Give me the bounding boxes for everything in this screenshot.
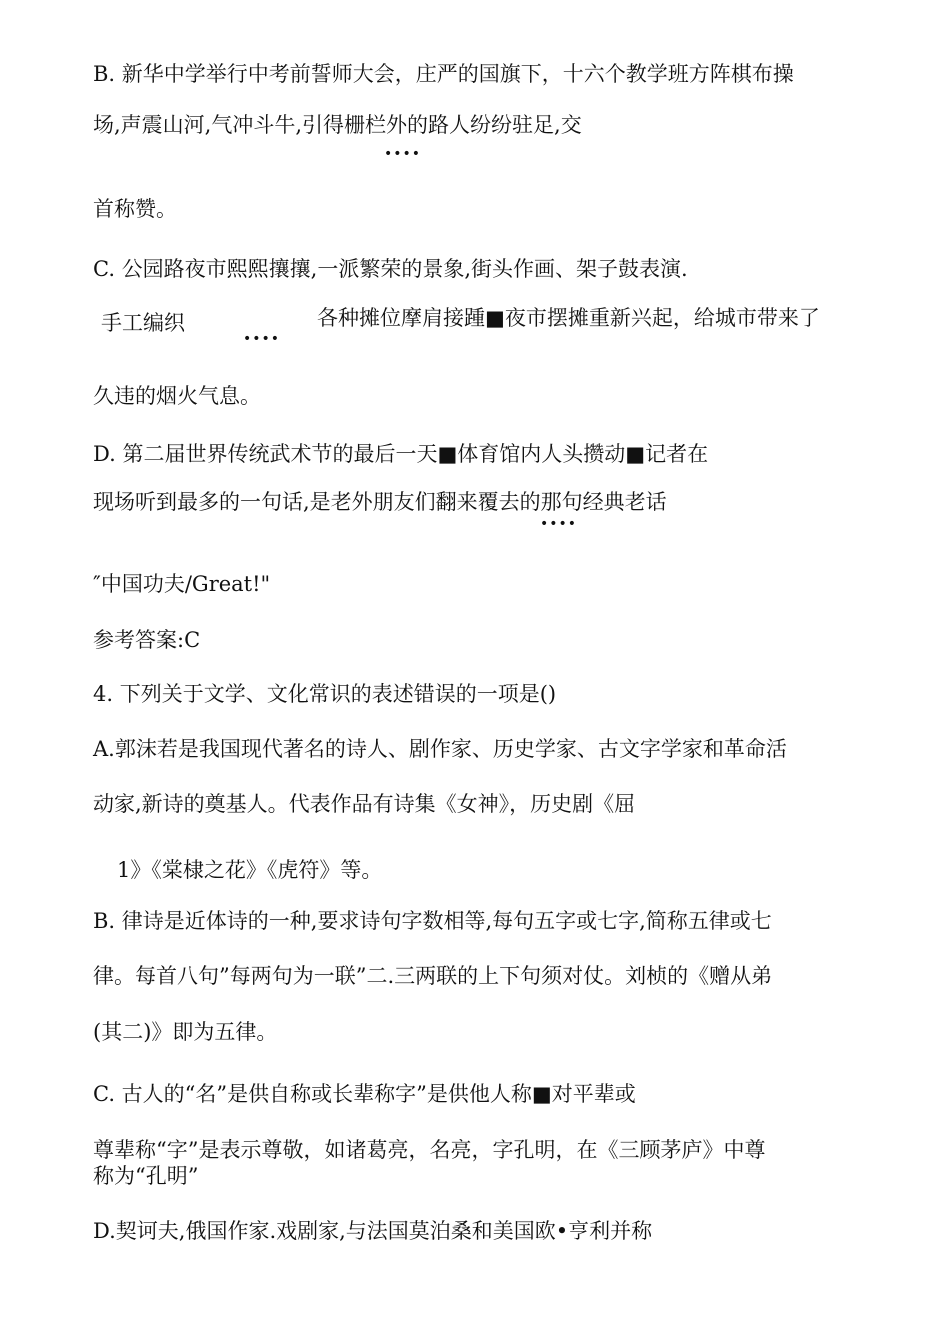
line-option-c-2b: 各种摊位摩肩接踵■夜市摆摊重新兴起，给城市带来了: [317, 306, 820, 330]
q4-option-b-1: B. 律诗是近体诗的一种,要求诗句字数相等,每句五字或七字,简称五律或七: [93, 909, 772, 933]
line-option-c-3: 久违的烟火气息。: [93, 384, 261, 408]
line-option-d-3: ″中国功夫/Great!": [93, 572, 271, 596]
q4-option-c-1: C. 古人的“名”是供自称或长辈称字”是供他人称■对平辈或: [93, 1082, 636, 1106]
emphasis-dots-1: ••••: [384, 146, 422, 162]
line-option-d-1: D. 第二届世界传统武术节的最后一天■体育馆内人头攒动■记者在: [93, 442, 709, 466]
q4-option-d-1: D.契诃夫,俄国作家.戏剧家,与法国莫泊桑和美国欧•亨利并称: [93, 1219, 653, 1243]
reference-answer: 参考答案:C: [93, 628, 201, 652]
line-option-c-2a: 手工编织: [101, 311, 185, 335]
q4-option-c-2: 尊辈称“字”是表示尊敬，如诸葛亮，名亮，字孔明，在《三顾茅庐》中尊: [93, 1138, 766, 1162]
q4-option-a-3: 1》《棠棣之花》《虎符》等。: [117, 858, 383, 882]
line-option-c-1: C. 公园路夜市熙熙攘攘,一派繁荣的景象,街头作画、架子鼓表演.: [93, 257, 688, 281]
line-option-b-3: 首称赞。: [93, 197, 177, 221]
q4-option-a-2: 动家,新诗的奠基人。代表作品有诗集《女神》，历史剧《屈: [93, 792, 636, 816]
line-option-b-1: B. 新华中学举行中考前誓师大会，庄严的国旗下，十六个教学班方阵棋布操: [93, 62, 794, 86]
q4-option-a-1: A.郭沫若是我国现代著名的诗人、剧作家、历史学家、古文字学家和革命活: [93, 737, 787, 761]
q4-option-b-3: (其二)》即为五律。: [93, 1020, 278, 1044]
q4-option-b-2: 律。每首八句”每两句为一联”二.三两联的上下句须对仗。刘桢的《赠从弟: [93, 964, 773, 988]
emphasis-dots-2: ••••: [243, 331, 281, 347]
emphasis-dots-3: ••••: [540, 516, 578, 532]
question-4-stem: 4. 下列关于文学、文化常识的表述错误的一项是(): [93, 682, 557, 706]
q4-option-c-3: 称为“孔明”: [93, 1164, 199, 1188]
line-option-d-2: 现场听到最多的一句话,是老外朋友们翻来覆去的那句经典老话: [93, 490, 667, 514]
line-option-b-2: 场,声震山河,气冲斗牛,引得栅栏外的路人纷纷驻足,交: [93, 113, 582, 137]
